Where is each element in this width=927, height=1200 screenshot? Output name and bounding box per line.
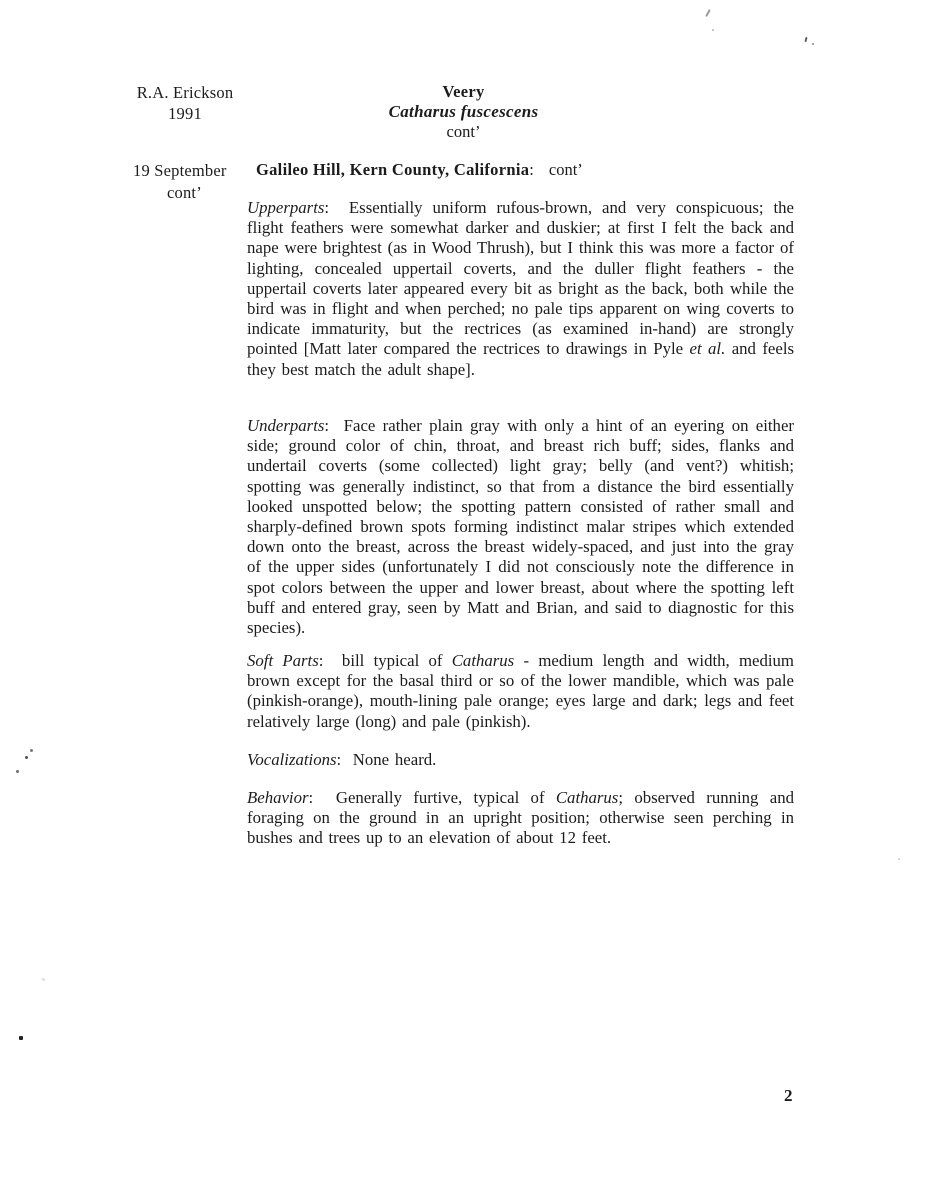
section-label-behavior: Behavior (247, 788, 309, 807)
species-common-name: Veery (442, 82, 485, 101)
scan-speck (804, 37, 807, 42)
scan-speck (42, 978, 45, 981)
section-text: : Generally furtive, typical of (308, 788, 556, 807)
section-vocalizations (247, 750, 794, 770)
section-text-italic: et al. (689, 339, 726, 359)
section-underparts (247, 416, 794, 638)
section-text-italic: Catharus (555, 788, 619, 807)
scan-speck (16, 770, 19, 773)
entry-date-cont: cont’ (167, 183, 202, 202)
entry-date-block (133, 160, 227, 204)
section-soft-parts (247, 651, 794, 732)
section-text: : Essentially uniform rufous-brown, and very conspicuous; the flight feathers were somewhat darker and duskier; at first I felt the back and nape were brightest (as in Wood Thrush), but I think this was more a factor of lighting, concealed uppertail coverts, and the duller flight feathers - the uppertail coverts later appeared every bit as bright as the back, both while the bird was in flight and when perched; no pale tips apparent on wing coverts to indicate immaturity, but the rectrices (as examined in-hand) are strongly pointed [Matt later compared the rectrices to drawings in Pyle (247, 198, 794, 359)
entry-location-cont: cont’ (548, 160, 583, 179)
body-text-column (247, 0, 794, 1200)
author-year: 1991 (168, 103, 202, 123)
section-behavior (247, 788, 794, 849)
entry-date: 19 September (133, 161, 227, 180)
species-scientific-name: Catharus fuscescens (388, 101, 539, 121)
section-label-soft-parts: Soft Parts (247, 651, 319, 670)
scan-speck (712, 29, 714, 31)
page-number: 2 (784, 1086, 793, 1105)
section-label-upperparts: Upperparts (247, 198, 325, 217)
scan-speck (30, 749, 33, 752)
author-name: R.A. Erickson (136, 83, 234, 102)
section-text: ; observed running and foraging on the ground in an upright position; otherwise seen perching in bushes and trees up to an elevation of about 12 feet. (247, 788, 794, 848)
scan-speck (25, 756, 28, 759)
entry-location: Galileo Hill, Kern County, California (256, 160, 530, 179)
section-text-italic: Catharus (451, 651, 515, 670)
section-text: and feels they best match the adult shape]. (247, 339, 795, 379)
section-text: - medium length and width, medium brown except for the basal third or so of the lower mandible, which was pale (pinkish-orange), mouth-lining pale orange; eyes large and dark; legs and feet relatively large (long) and pale (pinkish). (247, 651, 794, 731)
section-label-underparts: Underparts (247, 416, 325, 435)
title-cont-label: cont’ (446, 121, 481, 141)
scan-speck (898, 858, 900, 860)
section-text: : bill typical of (318, 651, 452, 670)
scan-speck (812, 43, 814, 45)
scan-speck (19, 1036, 23, 1040)
section-upperparts (247, 198, 794, 380)
section-label-vocalizations: Vocalizations (247, 750, 337, 769)
entry-location-colon: : (529, 160, 534, 179)
section-text: : None heard. (336, 750, 437, 769)
section-text: : Face rather plain gray with only a hint of an eyering on either side; ground color of chin, throat, and breast rich buff; sides, flanks and undertail coverts (some collected) light gray; belly (and vent?) whitish; spotting was generally indistinct, so that from a distance the bird essentially looked unspotted below; the spotting pattern consisted of rather small and sharply-defined brown spots forming indistinct malar stripes which extended down onto the breast, across the breast widely-spaced, and just into the gray of the upper sides (unfortunately I did not consciously note the difference in spot colors between the upper and lower breast, about where the spotting left buff and entered gray, seen by Matt and Brian, and said to diagnostic for this species). (247, 416, 794, 638)
